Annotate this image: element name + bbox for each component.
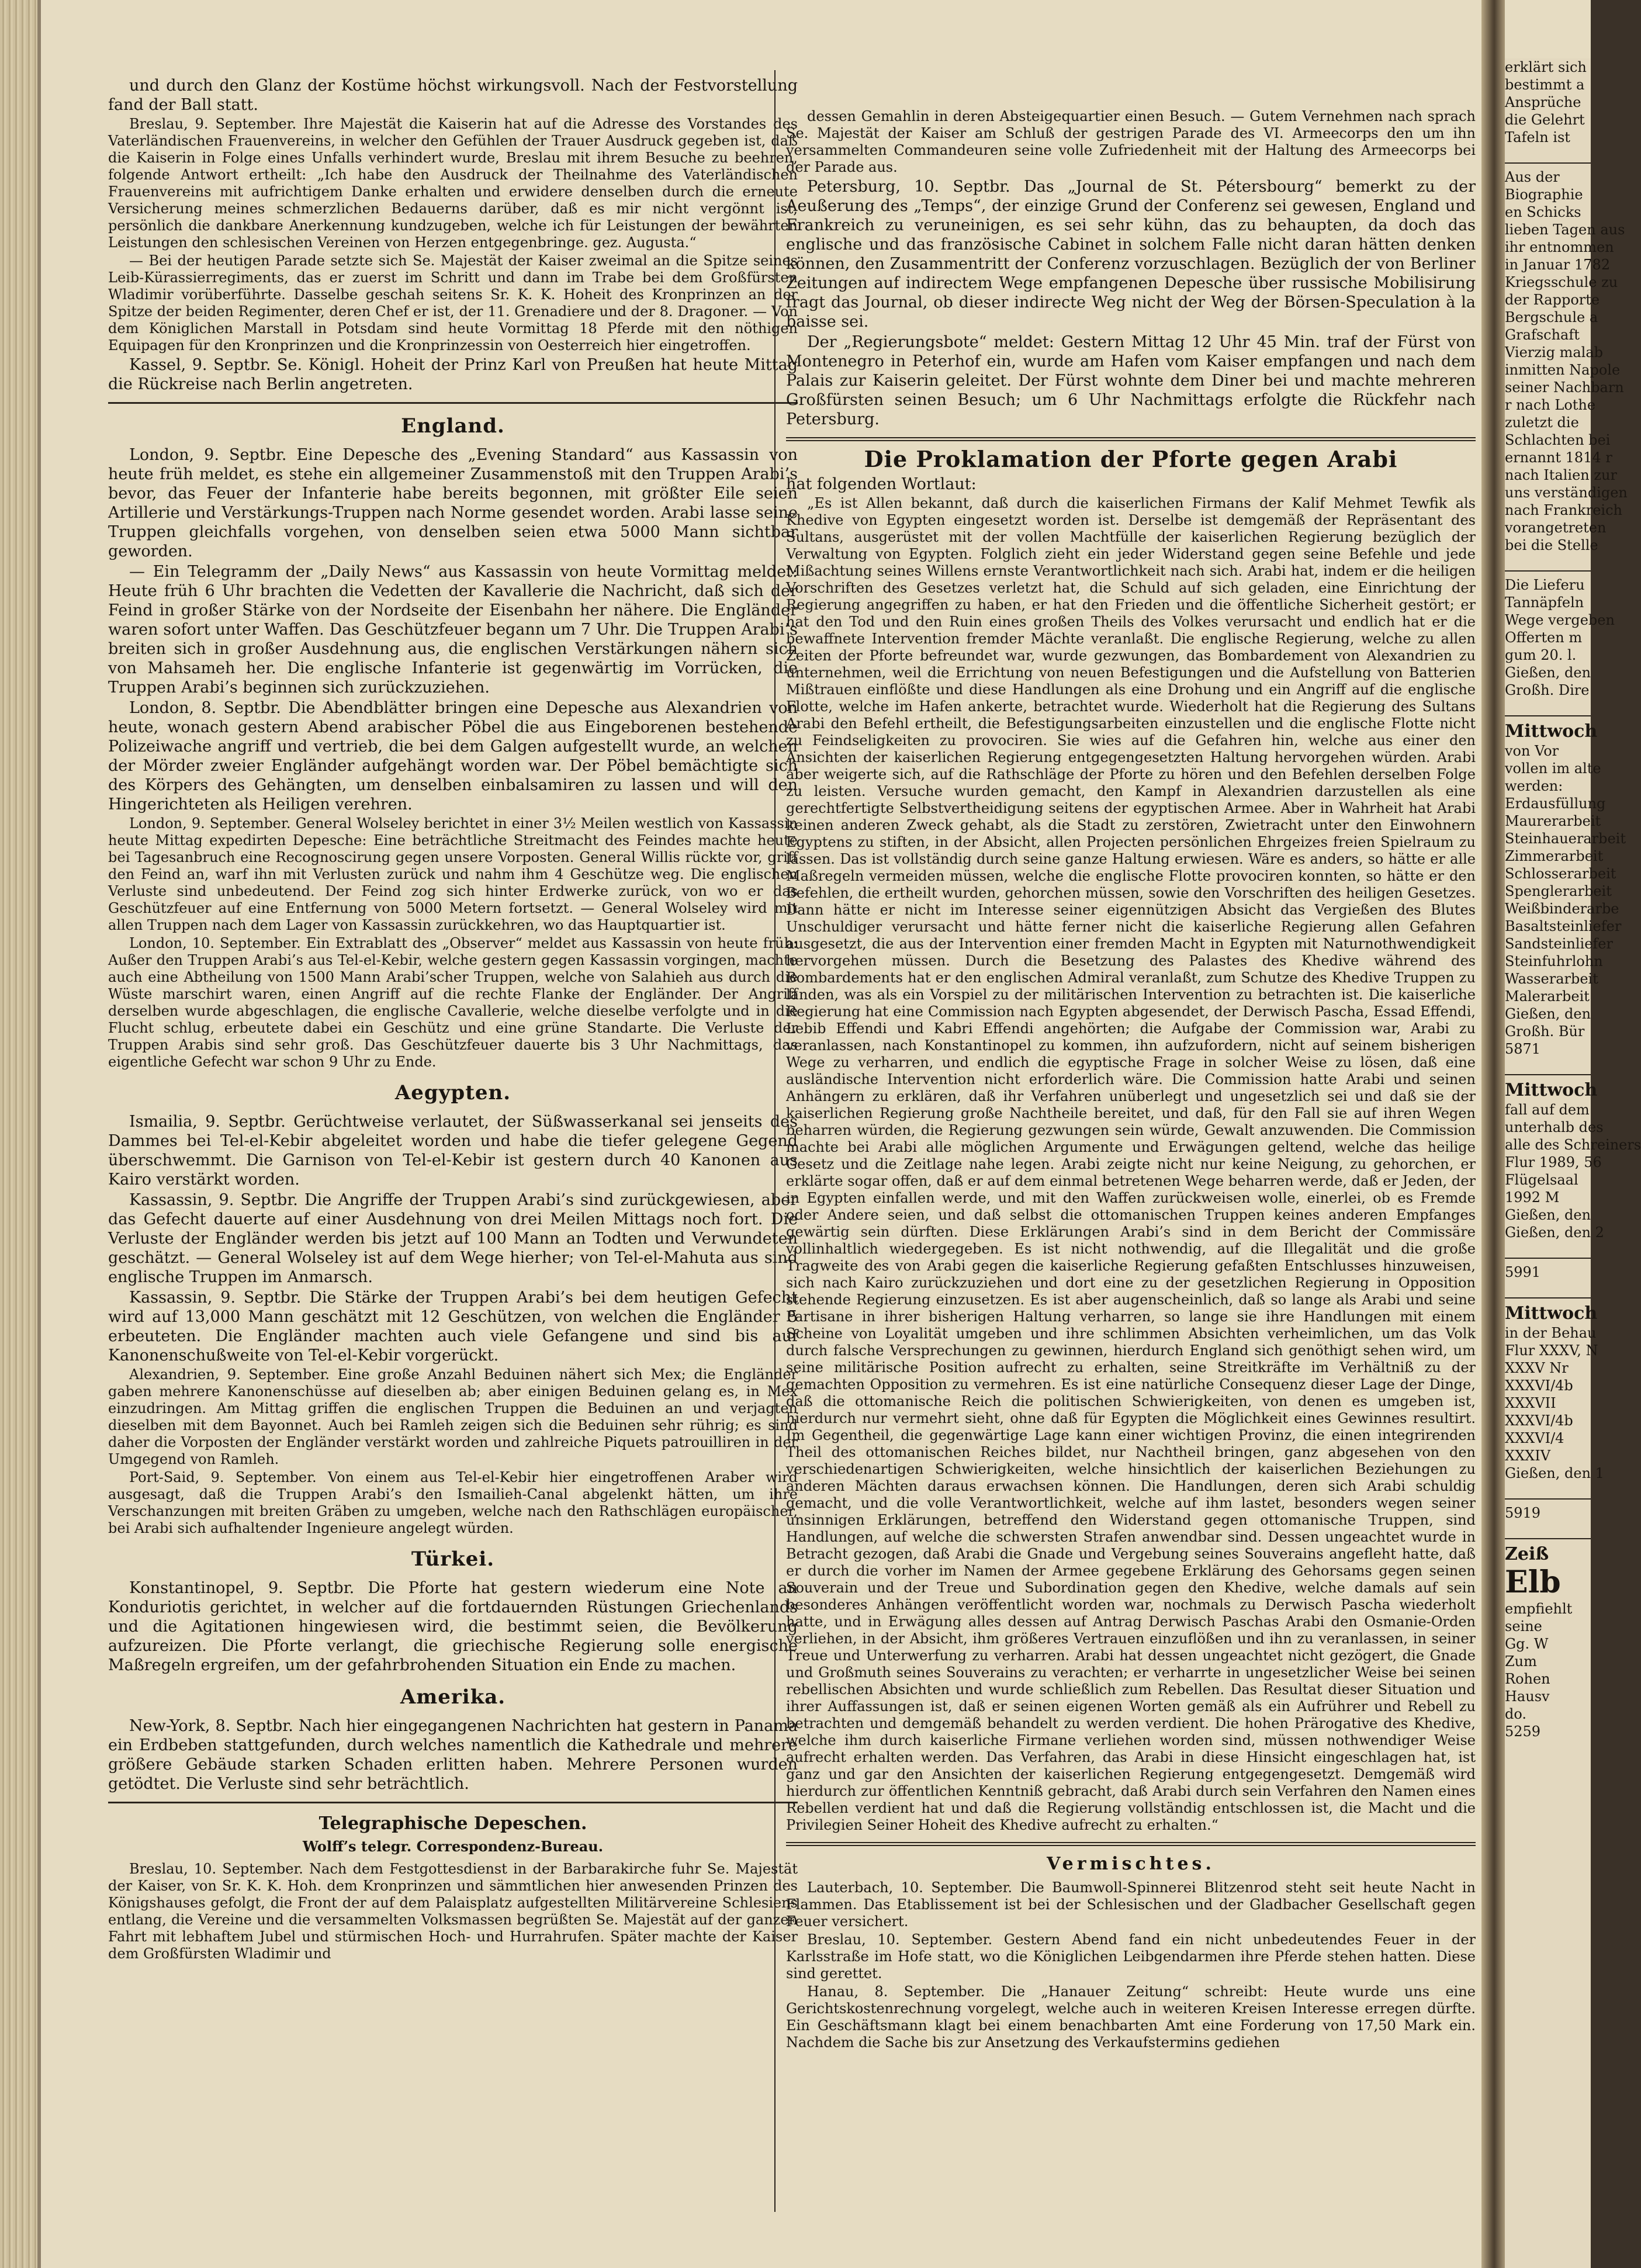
paragraph: und durch den Glanz der Kostüme höchst wirkungsvoll. Nach der Festvorstellung fand der Ball statt.: [108, 77, 798, 114]
right-column-line: [1505, 699, 1591, 716]
right-column-line: alle des Schreiners: [1505, 1137, 1641, 1153]
proclamation-text: „Es ist Allen bekannt, daß durch die kaiserlichen Firmans der Kalif Mehmet Tewfik als Khedive von Egypten eingesetzt worden ist. Derselbe ist demgemäß der Repräsentant des Sultans, ausgerüstet mit der vollen Machtfülle der kaiserlichen Regierung bezüglich der Verwaltung von Egypten. Folglich zieht ein jeder Widerstand gegen seine Befehle und jede Mißachtung seines Willens ernste Verantwortlichkeit nach sich. Arabi hat, indem er die heiligen Vorschriften des Gesetzes verletzt hat, die Schuld auf sich geladen, eine Einrichtung der Regierung angegriffen zu haben, er hat den Frieden und die öffentliche Sicherheit gestört; er hat den Tod und den Ruin eines großen Theils des Volkes verursacht und endlich hat er die bewaffnete Intervention fremder Mächte veranlaßt. Die englische Regierung, welche zu allen Zeiten der Pforte befreundet war, wurde gezwungen, das Bombardement von Alexandrien zu unternehmen, weil die Errichtung von neuen Befestigungen und die Aufstellung von Batterien Mißtrauen einflößte und diese Handlungen als eine Drohung und ein Angriff auf die englische Flotte, welche im Hafen ankerte, betrachtet wurde. Wiederholt hat die Regierung des Sultans Arabi den Befehl ertheilt, die Befestigungsarbeiten einzustellen und die englische Flotte nicht zu Feindseligkeiten zu provociren. Sie wies auf die Gefahren hin, welche aus einer den Ansichten der kaiserlichen Regierung entgegengesetzten Haltung hervorgehen würden. Arabi aber weigerte sich, auf die Rathschläge der Pforte zu hören und den Befehlen derselben Folge zu leisten. Versuche wurden gemacht, den Kampf in Alexandrien darzustellen als eine gerechtfertigte Selbstvertheidigung seitens der egyptischen Armee. Aber in Wahrheit hat Arabi keinen anderen Zweck gehabt, als die Stadt zu zerstören, Zwietracht unter den Einwohnern Egyptens zu stiften, in der Absicht, allen Projecten persönlichen Ehrgeizes freien Spielraum zu lassen. Das ist vollständig durch seine ganze Haltung erwiesen. Wäre es anders, so hätte er alle Maßregeln vermeiden müssen, welche die englische Flotte provociren konnten, so hätte er den Befehlen, die ertheilt wurden, gehorchen müssen, sowie den Vorschriften des heiligen Gesetzes. Dann hätte er nicht im Interesse seiner eigennützigen Absicht das Vergießen des Blutes Unschuldiger verursacht und hätte ferner nicht die kaiserliche Regierung allen Gefahren ausgesetzt, die aus der Intervention einer fremden Macht in Egypten mit Naturnothwendigkeit hervorgehen müssen. Durch die Besetzung des Palastes des Khedive während des Bombardements hat er den englischen Admiral veranlaßt, zum Schutze des Khedive Truppen zu landen, was als ein Vorspiel zu der militärischen Intervention zu betrachten ist. Die kaiserliche Regierung hat eine Commission nach Egypten abgesendet, der Derwisch Pascha, Essad Effendi, Lebib Effendi und Kabri Effendi angehörten; die Aufgabe der Commission war, Arabi zu veranlassen, nach Konstantinopel zu kommen, ihn aufzufordern, nicht auf seinem bisherigen Wege zu verharren, und endlich die egyptische Frage in solcher Weise zu lösen, daß eine ausländische Intervention nicht erforderlich wäre. Die Commission hatte Arabi und seinen Anhängern zu erklären, daß ihr Verfahren unüberlegt und ungesetzlich sei und daß sie der kaiserlichen Regierung große Nachtheile bereitet, und daß, für den Fall sie auf ihren Wegen beharren würden, die Regierung gezwungen sein würde, Gewalt anzuwenden. Die Commission machte bei Arabi alle möglichen Argumente und Erwägungen geltend, welche das heilige Gesetz und die Zeitlage nahe legen. Arabi zeigte nicht nur keine Neigung, zu gehorchen, er erklärte sogar offen, daß er auf dem einmal betretenen Wege beharren werde, daß er Jeden, der in Egypten einfallen werde, und mit den Waffen zurückweisen wolle, einerlei, ob es Fremde oder Andere seien, und daß selbst die ottomanischen Truppen keines anderen Empfanges gewärtig sein dürften. Diese Erklärungen Arabi’s sind in dem Bericht der Commissäre vollinhaltlich wiedergegeben. Es ist nicht nothwendig, auf die Illegalität und die große Tragweite des von Arabi gegen die kaiserliche Regierung gefaßten Entschlusses hinzuweisen, sich nach Kairo zurückzuziehen und dort eine zu der gesetzlichen Regierung in Opposition stehende Regierung einzusetzen. Es ist aber augenscheinlich, daß so lange als Arabi und seine Partisane in ihrer bisherigen Haltung verharren, so lange sie ihre Handlungen mit einem Scheine von Loyalität umgeben und ihre schlimmen Absichten verheimlichen, um das Volk durch falsche Versprechungen zu gewinnen, hierdurch England sich genöthigt sehen wird, um seine militärische Position aufrecht zu erhalten, seine Streitkräfte im Verhältniß zu der gemachten Opposition zu vermehren. Es ist eine natürliche Consequenz dieser Lage der Dinge, daß die ottomanische Reich die politischen Schwierigkeiten, von denen es umgeben ist, hierdurch nur vermehrt sieht, ohne daß für Egypten die Möglichkeit eines Gewinnes resultirt. Im Gegentheil, die gegenwärtige Lage kann einer wichtigen Provinz, die einen integrirenden Theil des ottomanischen Reiches bildet, nur Nachtheil bringen, ganz abgesehen von den verschiedenartigen Schwierigkeiten, welche hinsichtlich der kaiserlichen Beziehungen zu anderen Mächten daraus erwachsen können. Die Handlungen, deren sich Arabi schuldig gemacht, und die volle Verantwortlichkeit, welche auf ihm lastet, besonders wegen seiner unsinnigen Erklärungen, betreffend den Widerstand gegen ottomanische Truppen, sind Handlungen, auf welche die schwersten Strafen anwendbar sind. Dessen ungeachtet wurde in Betracht gezogen, daß Arabi die Gnade und Vergebung seines Souverains angefleht hatte, daß er durch die vorher im Namen der Armee gegebene Erklärung des Gehorsams gegen seinen Souverain und der Treue und Subordination gegen den Khedive, welche damals auf sein besonderes Anhängen veröffentlicht worden war, nochmals zu Derwisch Pascha wiederholt hatte, und in Erwägung alles dessen auf Antrag Derwisch Paschas Arabi den Osmanie-Orden verliehen, in der Absicht, ihm größeres Vertrauen einzuflößen und ihn zu veranlassen, in seiner Treue und Unterwerfung zu verharren. Arabi hat dessen ungeachtet nicht gezögert, die Gnade und Großmuth seines Souverains zu verachten; er verharrte in ungesetzlicher Weise bei seinen rebellischen Absichten und wurde schließlich zum Rebellen. Das Resultat dieser Situation und ihrer Auffassungen ist, daß er seinen eigenen Worten gemäß als ein Aufrührer und Rebell zu betrachten und demgemäß behandelt zu werden verdient. Die hohen Prärogative des Khedive, welche ihm durch kaiserliche Firmane verliehen worden sind, müssen nothwendiger Weise aufrecht erhalten werden. Das Verfahren, das Arabi in diese Hinsicht eingeschlagen hat, ist ganz und gar den Ansichten der kaiserlichen Regierung entgegengesetzt. Demgemäß wird hierdurch zur öffentlichen Kenntniß gebracht, daß Arabi durch sein Verfahren den Namen eines Rebellen verdient hat und daß die Regierung vollständig entschlossen ist, die Macht und die Privilegien Seiner Hoheit des Khedive aufrecht zu erhalten.“: [786, 495, 1476, 1833]
right-column-line: Flur 1989, 56: [1505, 1154, 1602, 1171]
right-column-line: [1505, 1522, 1591, 1539]
paragraph: Port-Said, 9. September. Von einem aus Tel-el-Kebir hier eingetroffenen Araber wird ausgesagt, daß die Truppen Arabi’s den Ismailieh-Canal abgelenkt hätten, um ihre Verschanzungen mit breiten Gräben zu umgeben, welche nach den Rathschlägen europäischer, bei Arabi sich aufhaltender Ingenieure angelegt würden.: [108, 1469, 798, 1536]
right-column-line: Ansprüche: [1505, 94, 1581, 110]
right-column-line: Gießen, den: [1505, 1006, 1591, 1022]
section-rule: [786, 1842, 1476, 1846]
paragraph: dessen Gemahlin in deren Absteigequartier einen Besuch. — Gutem Vernehmen nach sprach Se. Majestät der Kaiser am Schluß der gestrigen Parade des VI. Armeecorps den um ihn versammelten Commandeuren seine volle Zufriedenheit mit der Haltung des Armeecorps bei der Parade aus.: [786, 108, 1476, 175]
misc-title: Vermischtes.: [1047, 1854, 1215, 1874]
right-column-line: inmitten Napole: [1505, 362, 1621, 378]
right-column-line: von Vor: [1505, 743, 1559, 759]
right-column-line: Steinfuhrlohn: [1505, 953, 1603, 969]
right-column-line: unterhalb des: [1505, 1119, 1604, 1135]
section-title-egypt: Aegypten.: [394, 1081, 511, 1104]
right-column-line: XXXV Nr: [1505, 1360, 1569, 1376]
right-column-line: en Schicks: [1505, 204, 1581, 220]
right-column-line: XXXVI/4b: [1505, 1377, 1573, 1394]
paragraph: London, 10. September. Ein Extrablatt des „Observer“ meldet aus Kassassin von heute früh: Außer den Truppen Arabi’s aus Tel-el-Kebir, welche gestern gegen Kassassin vorgingen, machte auch eine Abtheilung von 1500 Mann Arabi’scher Truppen, welche von Salahieh aus durch die Wüste marschirt waren, einen Angriff auf die rechte Flanke der Engländer. Der Angriff derselben wurde abgeschlagen, die englische Cavallerie, welche dieselbe verfolgte und in die Flucht schlug, erbeutete dabei ein Geschütz und eine grüne Standarte. Die Verluste der Truppen Arabis sind sehr groß. Das Geschützfeuer dauerte bis 3 Uhr Nachmittags, das eigentliche Gefecht war schon 9 Uhr zu Ende.: [108, 935, 798, 1070]
right-column-line: Biographie: [1505, 186, 1583, 203]
right-column-line: in der Behau: [1505, 1325, 1597, 1341]
right-column-line: Steinhauerarbeit: [1505, 830, 1626, 847]
right-column-line: Gießen, den: [1505, 664, 1591, 681]
right-column-line: Zimmerarbeit: [1505, 848, 1604, 864]
section-rule: [108, 1802, 798, 1803]
right-column-line: Elb: [1505, 1564, 1561, 1600]
right-column-line: werden:: [1505, 778, 1563, 794]
right-column-line: nach Frankreich: [1505, 502, 1622, 518]
right-column-line: Erdausfüllung: [1505, 795, 1606, 812]
right-column-line: ihr entnommen: [1505, 239, 1614, 255]
right-column-line: die Gelehrt: [1505, 112, 1585, 128]
paragraph: Alexandrien, 9. September. Eine große Anzahl Beduinen nähert sich Mex; die Engländer gaben mehrere Kanonenschüsse auf dieselben ab; aber einigen Beduinen gelang es, in Mex einzudringen. Am Mittag griffen die englischen Truppen die Beduinen an und verjagten dieselben mit dem Bayonnet. Auch bei Ramleh zeigen sich die Beduinen sehr rührig; es sind daher die Vorposten der Engländer verstärkt worden und zahlreiche Piquets patrouilliren in der Umgegend von Ramleh.: [108, 1366, 798, 1467]
right-column-line: [1505, 1482, 1591, 1500]
right-column-line: [1505, 1241, 1591, 1259]
paragraph: Kassassin, 9. Septbr. Die Angriffe der Truppen Arabi’s sind zurückgewiesen, aber das Gefecht dauerte auf einer Ausdehnung von drei Meilen Mittags noch fort. Die Verluste der Engländer werden bis jetzt auf 100 Mann an Todten und Verwundeten geschätzt. — General Wolseley ist auf dem Wege hierher; von Tel-el-Mahuta aus sind englische Truppen im Anmarsch.: [108, 1191, 798, 1286]
right-column-line: Grafschaft: [1505, 327, 1580, 343]
right-column-line: Hausv: [1505, 1688, 1550, 1705]
page-stack-edge: [0, 0, 41, 2268]
right-column-line: Vierzig malab: [1505, 344, 1603, 361]
right-column-line: [1505, 1281, 1591, 1299]
col1-intro: [108, 76, 798, 394]
right-column-line: do.: [1505, 1706, 1527, 1722]
paragraph: Breslau, 10. September. Gestern Abend fand ein nicht unbedeutendes Feuer in der Karlsstraße im Hofe statt, wo die Königlichen Leibgendarmen ihre Pferde stehen hatten. Diese sind gerettet.: [786, 1931, 1476, 1982]
paragraph: New-York, 8. Septbr. Nach hier eingegangenen Nachrichten hat gestern in Panama ein Erdbeben stattgefunden, durch welches namentlich die Kathedrale und mehrere größere Gebäude starken Schaden erlitten haben. Mehrere Personen wurden getödtet. Die Verluste sind sehr beträchtlich.: [108, 1717, 798, 1793]
right-column-line: Wege vergeben: [1505, 612, 1615, 628]
right-column-line: Offerten m: [1505, 629, 1583, 646]
right-column-line: Rohen: [1505, 1671, 1550, 1687]
right-column-line: Weißbinderarbe: [1505, 901, 1619, 917]
paragraph: Lauterbach, 10. September. Die Baumwoll-Spinnerei Blitzenrod steht seit heute Nacht in Flammen. Das Etablissement ist bei der Schlesischen und der Gladbacher Gesellschaft gegen Feuer versichert.: [786, 1879, 1476, 1930]
right-column-line: uns verständigen: [1505, 484, 1628, 501]
right-column-line: Malerarbeit: [1505, 988, 1590, 1005]
section-title-turkey: Türkei.: [411, 1547, 495, 1571]
right-column-line: r nach Lothe: [1505, 397, 1596, 413]
book-gutter: [1481, 0, 1505, 2268]
right-column-line: empfiehlt: [1505, 1601, 1573, 1617]
right-column-line: Gießen, den: [1505, 1207, 1591, 1223]
proclamation-lead: hat folgenden Wortlaut:: [786, 475, 977, 493]
right-column-line: Mittwoch: [1505, 1080, 1598, 1100]
column-left: [108, 76, 798, 1964]
right-column-line: Zeiß: [1505, 1544, 1549, 1564]
right-column-line: Sandsteinliefer: [1505, 936, 1613, 952]
proclamation-title: Die Proklamation der Pforte gegen Arabi: [864, 446, 1398, 472]
right-column-line: Basaltsteinliefer: [1505, 918, 1622, 934]
right-column-line: Schlachten bei: [1505, 432, 1611, 448]
right-column-line: gum 20. l.: [1505, 647, 1577, 663]
section-title-america: Amerika.: [400, 1685, 506, 1709]
right-column-line: Tannäpfeln: [1505, 594, 1584, 611]
paragraph: Kassassin, 9. Septbr. Die Stärke der Truppen Arabi’s bei dem heutigen Gefecht wird auf 13,000 Mann geschätzt mit 12 Geschützen, von welchen die Engländer 5 erbeuteten. Die Engländer machten auch viele Gefangene und sind bis auf Kanonenschußweite von Tel-el-Kebir vorgerückt.: [108, 1289, 798, 1365]
right-column-line: Schlosserarbeit: [1505, 865, 1616, 882]
paragraph: Breslau, 9. September. Ihre Majestät die Kaiserin hat auf die Adresse des Vorstandes des Vaterländischen Frauenvereins, in welcher den Gefühlen der Trauer Ausdruck gegeben ist, daß die Kaiserin in Folge eines Unfalls verhindert wurde, Breslau mit ihrem Besuche zu beehren, folgende Antwort ertheilt: „Ich habe den Ausdruck der Theilnahme des Vaterländischen Frauenvereins mit aufrichtigem Danke erhalten und erwidere denselben durch die erneute Versicherung meines schmerzlichen Bedauerns darüber, daß es mir nicht vergönnt ist, persönlich die dankbare Anerkennung kundzugeben, welche ich für Leistungen der bewährten Leistungen den schlesischen Vereinen von Herzen entgegenbringe. gez. Augusta.“: [108, 116, 798, 251]
right-column-line: [1505, 554, 1591, 572]
right-column-line: seine: [1505, 1618, 1542, 1635]
paragraph: London, 9. September. General Wolseley berichtet in einer 3½ Meilen westlich von Kassassin heute Mittag expedirten Depesche: Eine beträchtliche Streitmacht des Feindes machte heute bei Tagesanbruch eine Recognoscirung gegen unsere Vorposten. General Willis rückte vor, griff den Feind an, warf ihn mit Verlusten zurück und nahm ihm 4 Geschütze weg. Die englischen Verluste sind unbedeutend. Der Feind zog sich hinter Erdwerke zurück, von wo er das Geschützfeuer auf eine Entfernung von 5000 Metern fortsetzt. — General Wolseley wird mit allen Truppen nach dem Lager von Kassassin zurückkehren, wo das Hauptquartier ist.: [108, 815, 798, 933]
paragraph: Ismailia, 9. Septbr. Gerüchtweise verlautet, der Süßwasserkanal sei jenseits des Dammes bei Tel-el-Kebir abgeleitet worden und habe die tiefer gelegene Gegend überschwemmt. Die Garnison von Tel-el-Kebir ist gestern durch 40 Kanonen aus Kairo verstärkt worden.: [108, 1113, 798, 1189]
telegraph-subtitle: Wolff’s telegr. Correspondenz-Bureau.: [302, 1838, 604, 1855]
right-column-line: Flur XXXV, N: [1505, 1342, 1598, 1359]
right-column-line: ernannt 1814 r: [1505, 449, 1612, 466]
right-column-line: seiner Nachbarn: [1505, 379, 1624, 396]
paragraph: Hanau, 8. September. Die „Hanauer Zeitung“ schreibt: Heute wurde uns eine Gerichtskostenrechnung vorgelegt, welche auch in weiteren Kreisen Interesse erregen dürfte. Ein Geschäftsmann klagt bei einem benachbarten Amt eine Forderung von 17,50 Mark ein. Nachdem die Sache bis zur Ansetzung des Verkaufstermins gediehen: [786, 1983, 1476, 2051]
right-column-line: [1505, 146, 1591, 164]
right-column-line: der Rapporte: [1505, 292, 1600, 308]
right-column-line: vollen im alte: [1505, 760, 1601, 777]
right-column-line: Gießen, den 2: [1505, 1224, 1604, 1241]
paragraph: Petersburg, 10. Septbr. Das „Journal de St. Pétersbourg“ bemerkt zu der Aeußerung des „Temps“, der einzige Grund der Conferenz sei gewesen, England und Frankreich zu veruneinigen, es sei sehr kühn, das zu behaupten, da doch das englische und das französische Cabinet in solchem Falle nicht daran hätten denken können, den Zusammentritt der Conferenz vorzuschlagen. Bezüglich der von Berliner Zeitungen auf indirectem Wege empfangenen Depesche über russische Mobilisirung fragt das Journal, ob dieser indirecte Weg nicht der Weg der Börsen-Speculation à la baisse sei.: [786, 178, 1476, 331]
paragraph: Der „Regierungsbote“ meldet: Gestern Mittag 12 Uhr 45 Min. traf der Fürst von Montenegro in Peterhof ein, wurde am Hafen vom Kaiser empfangen und nach dem Palais zur Kaiserin geleitet. Der Fürst wohnte dem Diner bei und machte mehreren Großfürsten seinen Besuch; um 6 Uhr Nachmittags erfolgte die Rückfehr nach Petersburg.: [786, 333, 1476, 428]
right-column-line: vorangetreten: [1505, 520, 1607, 536]
right-column-line: bei die Stelle: [1505, 537, 1598, 553]
right-column-line: 5871: [1505, 1041, 1541, 1057]
right-column-line: XXXVI/4: [1505, 1430, 1564, 1446]
right-column-line: Zum: [1505, 1653, 1537, 1670]
right-column-line: 5991: [1505, 1264, 1541, 1280]
section-title-england: England.: [401, 414, 505, 438]
right-column-line: Bergschule a: [1505, 309, 1598, 326]
right-column-line: [1505, 1058, 1591, 1075]
right-column-line: XXXIV: [1505, 1448, 1551, 1464]
right-column-line: 1992 M: [1505, 1189, 1560, 1206]
right-column-line: Wasserarbeit: [1505, 971, 1598, 987]
telegraph-title: Telegraphische Depeschen.: [318, 1813, 587, 1834]
right-column-line: Flügelsaal: [1505, 1172, 1578, 1188]
right-column-line: fall auf dem: [1505, 1102, 1590, 1118]
right-column-line: zuletzt die: [1505, 414, 1579, 431]
right-column-line: Gg. W: [1505, 1636, 1549, 1652]
right-column-line: Großh. Bür: [1505, 1023, 1585, 1040]
column-middle: [786, 108, 1476, 2052]
right-column-line: Maurerarbeit: [1505, 813, 1601, 829]
right-column-line: Kriegsschule zu: [1505, 274, 1618, 290]
right-column-line: erklärt sich: [1505, 59, 1587, 75]
paragraph: Kassel, 9. Septbr. Se. Königl. Hoheit der Prinz Karl von Preußen hat heute Mittag die Rückreise nach Berlin angetreten.: [108, 356, 798, 393]
right-column-line: 5259: [1505, 1723, 1541, 1740]
right-column-line: Spenglerarbeit: [1505, 883, 1612, 899]
right-column-line: Gießen, den 1: [1505, 1465, 1604, 1481]
right-column-line: bestimmt a: [1505, 77, 1585, 93]
right-column-line: nach Italien zur: [1505, 467, 1617, 483]
right-column-line: Die Lieferu: [1505, 577, 1585, 593]
section-rule: [108, 402, 798, 404]
right-column-line: XXXVI/4b: [1505, 1412, 1573, 1429]
right-column-line: lieben Tagen aus: [1505, 221, 1625, 238]
right-column-line: XXXVII: [1505, 1395, 1556, 1411]
column-right-partial: [1505, 58, 1641, 2268]
right-column-line: Tafeln ist: [1505, 129, 1570, 146]
section-rule: [786, 437, 1476, 441]
right-column-line: in Januar 1782: [1505, 257, 1611, 273]
right-column-line: 5919: [1505, 1505, 1541, 1521]
right-column-line: Großh. Dire: [1505, 682, 1590, 698]
right-column-line: Mittwoch: [1505, 1303, 1598, 1324]
paragraph: Konstantinopel, 9. Septbr. Die Pforte hat gestern wiederum eine Note an Konduriotis gerichtet, in welcher auf die fortdauernden Rüstungen Griechenlands und die Agitationen hingewiesen wird, die bestimmt seien, die Bevölkerung aufzureizen. Die Pforte verlangt, die griechische Regierung solle energische Maßregeln ergreifen, um der gefahrbrohenden Situation ein Ende zu machen.: [108, 1579, 798, 1674]
paragraph: — Ein Telegramm der „Daily News“ aus Kassassin von heute Vormittag meldet: Heute früh 6 Uhr brachten die Vedetten der Kavallerie die Nachricht, daß sich der Feind in großer Stärke von der Nordseite der Eisenbahn her nähere. Die Engländer waren sofort unter Waffen. Das Geschützfeuer begann um 7 Uhr. Die Truppen Arabi’s breiten sich in großer Ausdehnung aus, die englischen Verstärkungen nähern sich von Mahsameh her. Die englische Infanterie ist gegenwärtig im Vorrücken, die Truppen Arabi’s beginnen sich zurückzuziehen.: [108, 563, 798, 697]
right-column-line: Mittwoch: [1505, 721, 1598, 742]
right-column-line: Aus der: [1505, 169, 1560, 185]
paragraph: — Bei der heutigen Parade setzte sich Se. Majestät der Kaiser zweimal an die Spitze seines Leib-Kürassierregiments, das er zuerst im Schritt und dann im Trabe bei dem Großfürsten Wladimir vorüberführte. Dasselbe geschah seitens Sr. K. K. Hoheit des Kronprinzen an der Spitze der beiden Regimenter, deren Chef er ist, der 11. Grenadiere und der 8. Dragoner. — Von dem Königlichen Marstall in Potsdam sind heute Vormittag 18 Pferde mit den nöthigen Equipagen für den Kronprinzen und die Kronprinzessin von Oesterreich hier eingetroffen.: [108, 252, 798, 354]
paragraph: Breslau, 10. September. Nach dem Festgottesdienst in der Barbarakirche fuhr Se. Majestät der Kaiser, von Sr. K. K. Hoh. dem Kronprinzen und sämmtlichen hier anwesenden Prinzen des Königshauses gefolgt, die Front der auf dem Palaisplatz aufgestellten Militärvereine Schlesiens entlang, die Vereine und die versammelten Volksmassen begrüßten Se. Majestät auf der ganzen Fahrt mit lebhaftem Jubel und stürmischen Hoch- und Hurrahrufen. Später machte der Kaiser dem Großfürsten Wladimir und: [108, 1861, 798, 1962]
paragraph: London, 8. Septbr. Die Abendblätter bringen eine Depesche aus Alexandrien von heute, wonach gestern Abend arabischer Pöbel die aus Eingeborenen bestehende Polizeiwache angriff und vertrieb, die bei dem Galgen aufgestellt wurde, an welchen der Mörder zweier Engländer aufgehängt worden war. Der Pöbel bemächtigte sich des Körpers des Gehängten, um denselben einbalsamiren zu lassen und will den Hingerichteten als Heiligen verehren.: [108, 699, 798, 813]
paragraph: London, 9. Septbr. Eine Depesche des „Evening Standard“ aus Kassassin von heute früh meldet, es stehe ein allgemeiner Zusammenstoß mit den Truppen Arabi’s bevor, das Feuer der Infanterie habe bereits begonnen, mit größter Eile seien Artillerie und Verstärkungs-Truppen nach Norme gesendet worden. Arabi lasse seine Truppen gleichfalls vorgehen, von denselben seien etwa 5000 Mann sichtbar geworden.: [108, 446, 798, 560]
